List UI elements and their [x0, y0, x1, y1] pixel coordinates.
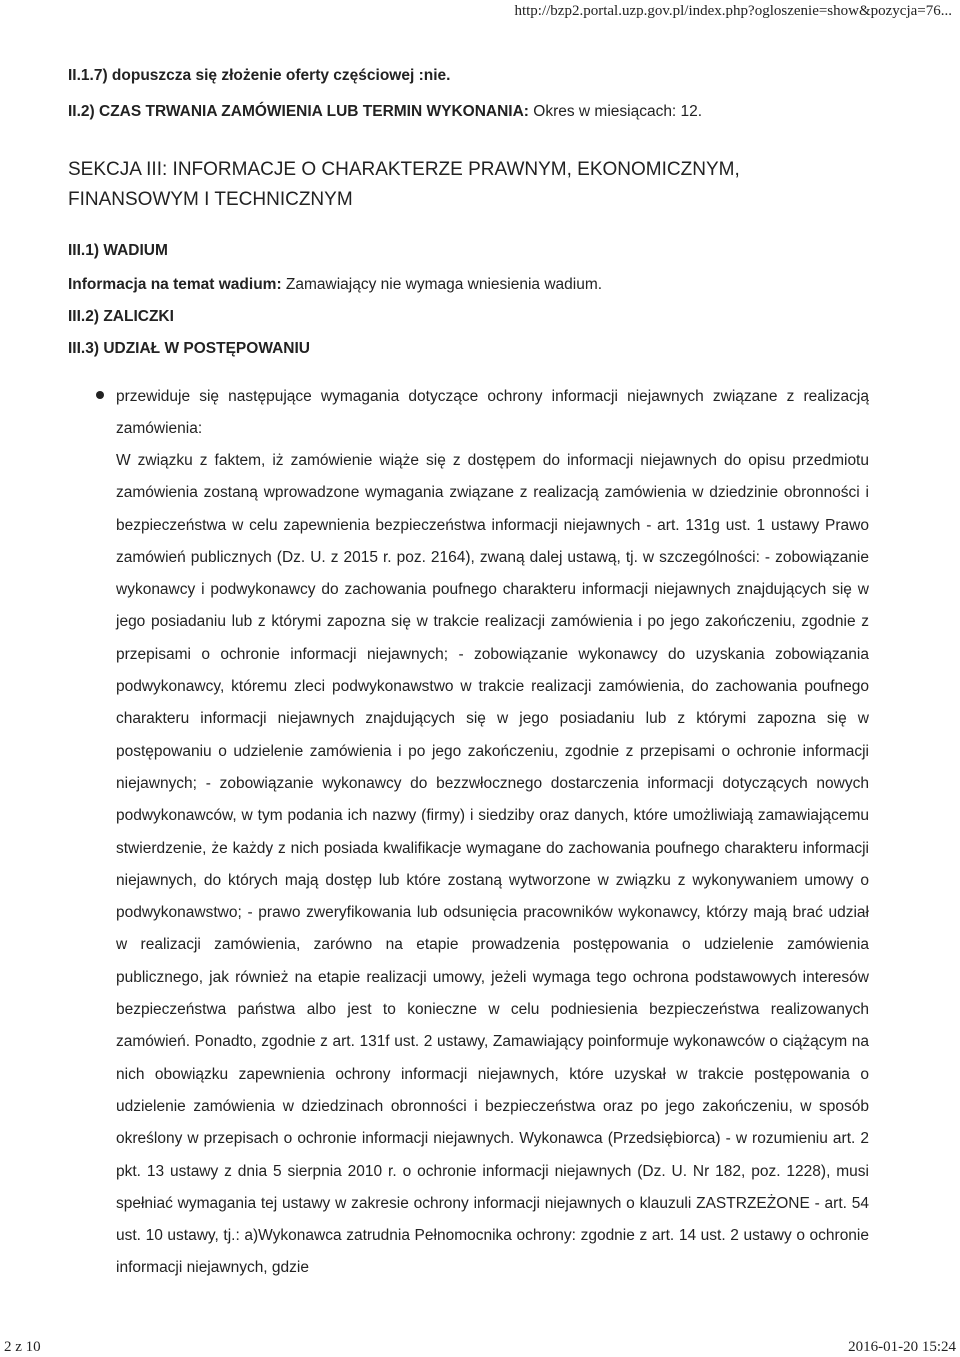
item-iii-3-title: III.3) UDZIAŁ W POSTĘPOWANIU — [68, 340, 310, 357]
section-iii-title: SEKCJA III: INFORMACJE O CHARAKTERZE PRAWNYM, EKONOMICZNYM, FINANSOWYM I TECHNICZNYM — [68, 159, 740, 210]
print-datetime: 2016-01-20 15:24 — [848, 1339, 956, 1355]
wadium-value: Zamawiający nie wymaga wniesienia wadium. — [281, 276, 603, 293]
page-url: http://bzp2.portal.uzp.gov.pl/index.php?ogloszenie=show&pozycja=76... — [514, 3, 952, 19]
item-ii-2 — [68, 101, 702, 123]
wadium-label: Informacja na temat wadium: — [68, 276, 282, 293]
item-ii-2-label: II.2) CZAS TRWANIA ZAMÓWIENIA LUB TERMIN WYKONANIA: — [68, 103, 529, 120]
bullet-icon — [96, 391, 104, 399]
item-wadium — [68, 274, 602, 296]
page-number: 2 z 10 — [4, 1339, 41, 1355]
bullet-body: W związku z faktem, iż zamówienie wiąże się z dostępem do informacji niejawnych do opisu przedmiotu zamówienia zostaną wprowadzone wymagania związane z realizacją zamówienia w dziedzinie obronności i bezpieczeństwa w celu zapewnienia bezpieczeństwa informacji niejawnych - art. 131g ust. 1 ustawy Prawo zamówień publicznych (Dz. U. z 2015 r. poz. 2164), zwaną dalej ustawą, tj. w szczególności: - zobowiązanie wykonawcy i podwykonawcy do zachowania poufnego charakteru informacji niejawnych znajdujących się w jego posiadaniu lub z którymi zapozna się w trakcie realizacji zamówienia i po jego zakończeniu, zgodnie z przepisami o ochronie informacji niejawnych; - zobowiązanie wykonawcy do uzyskania zobowiązania podwykonawcy, któremu zleci podwykonawstwo w trakcie realizacji zamówienia, do zachowania poufnego charakteru informacji niejawnych znajdujących się w jego posiadaniu lub z którymi zapozna się w postępowaniu o udzielenie zamówienia i po jego zakończeniu, zgodnie z przepisami o ochronie informacji niejawnych; - zobowiązanie wykonawcy do bezzwłocznego dostarczenia informacji dotyczących nowych podwykonawców, w tym podania ich nazwy (firmy) i siedziby oraz danych, które umożliwiają zamawiającemu stwierdzenie, że każdy z nich posiada kwalifikacje wymagane do zachowania poufnego charakteru informacji niejawnych, do których mają dostęp lub które zostaną wytworzone w związku z wykonywaniem umowy o podwykonawstwo; - prawo zweryfikowania lub odsunięcia pracowników wykonawcy, którzy mają brać udział w realizacji zamówienia, zarówno na etapie prowadzenia postępowania o udzielenie zamówienia publicznego, jak również na etapie realizacji umowy, jeżeli wymaga tego ochrona podstawowych interesów bezpieczeństwa państwa albo jest to konieczne w celu podniesienia bezpieczeństwa realizowanych zamówień. Ponadto, zgodnie z art. 131f ust. 2 ustawy, Zamawiający poinformuje wykonawców o ciążącym na nich obowiązku zapewnienia ochrony informacji niejawnych, które uzyskał w trakcie postępowania o udzielenie zamówienia w dziedzinach obronności i bezpieczeństwa oraz po jego zakończeniu, w sposób określony w przepisach o ochronie informacji niejawnych. Wykonawca (Przedsiębiorca) - w rozumieniu art. 2 pkt. 13 ustawy z dnia 5 sierpnia 2010 r. o ochronie informacji niejawnych (Dz. U. Nr 182, poz. 1228), musi spełniać wymagania tej ustawy w zakresie ochrony informacji niejawnych o klauzuli ZASTRZEŻONE - art. 54 ust. 10 ustawy, tj.: a)Wykonawca zatrudnia Pełnomocnika ochrony: zgodnie z art. 14 ust. 2 ustawy o ochronie informacji niejawnych, gdzie — [116, 452, 869, 1277]
item-iii-1-title: III.1) WADIUM — [68, 242, 168, 259]
item-ii-2-value: Okres w miesiącach: 12. — [528, 103, 703, 120]
item-ii-1-7: II.1.7) dopuszcza się złożenie oferty częściowej :nie. — [68, 67, 451, 84]
bullet-intro: przewiduje się następujące wymagania dotyczące ochrony informacji niejawnych związane z realizacją zamówienia: — [116, 388, 869, 438]
page-footer — [0, 1337, 960, 1357]
item-iii-2-title: III.2) ZALICZKI — [68, 308, 174, 325]
